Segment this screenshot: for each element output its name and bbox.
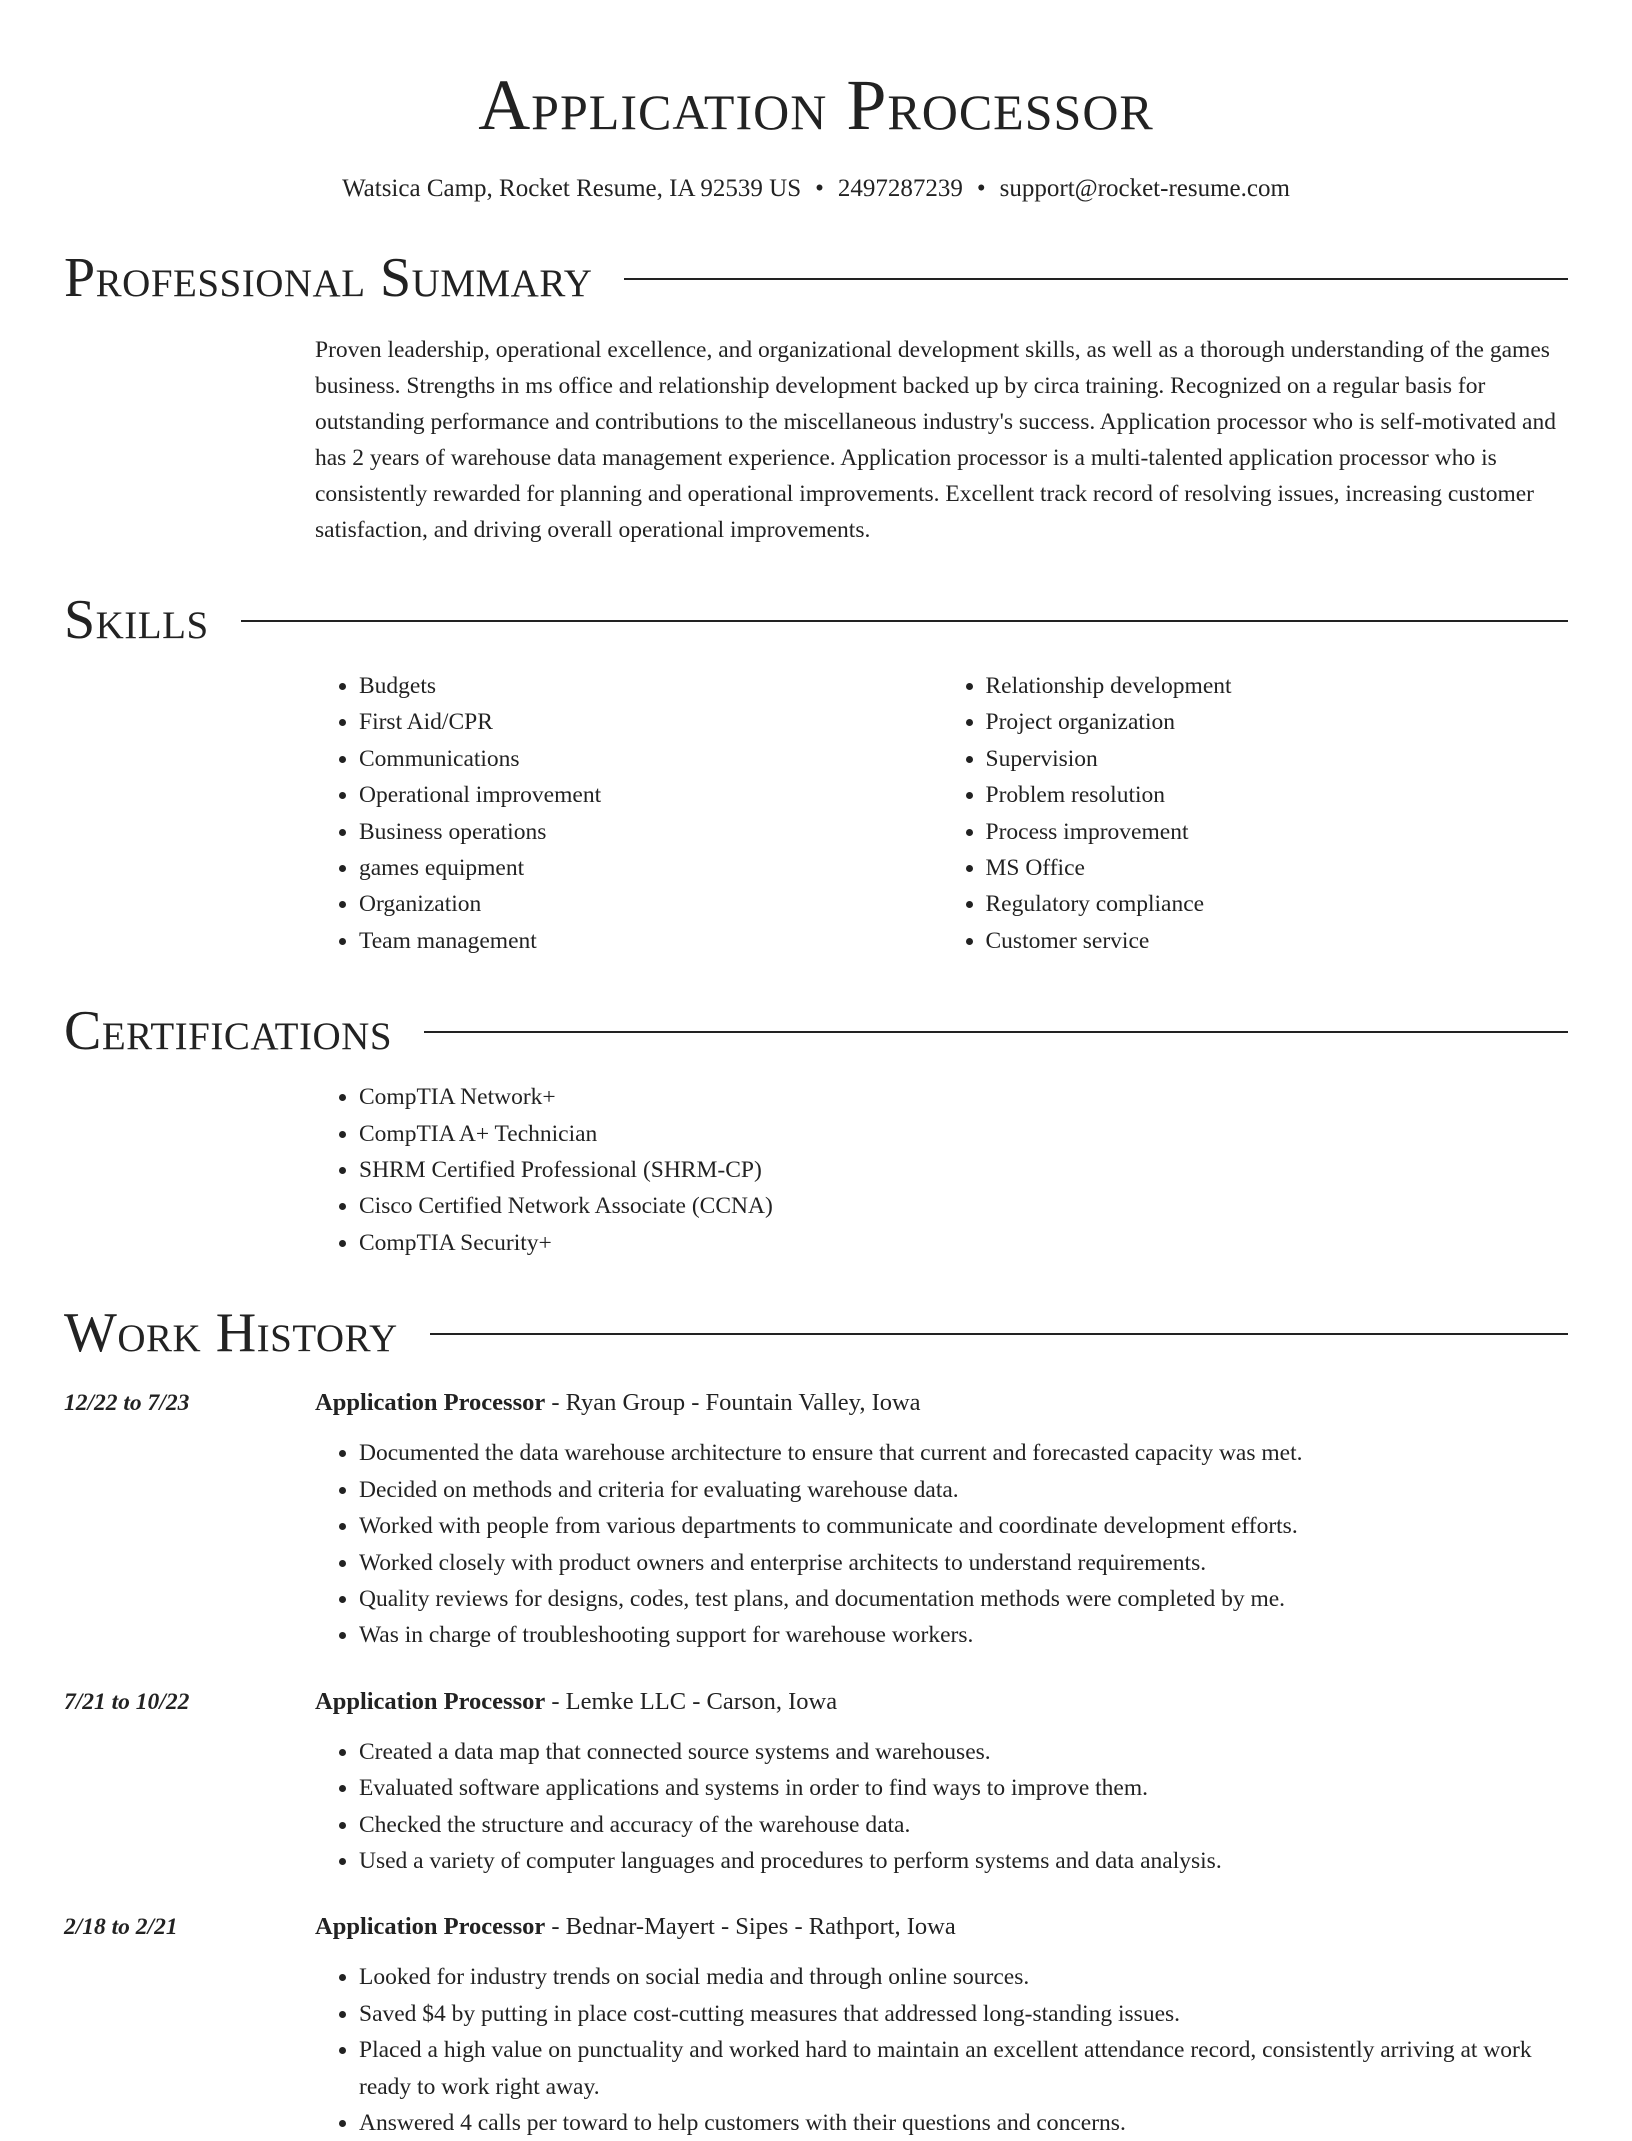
job-bullets	[315, 1435, 1568, 1653]
job-title: Application Processor	[315, 1389, 546, 1417]
job-bullet: • Was in charge of troubleshooting support for warehouse workers.	[359, 1617, 1568, 1653]
skill-item: • Process improvement	[986, 814, 1569, 850]
contact-separator: •	[815, 175, 824, 202]
skill-item: • Regulatory compliance	[986, 886, 1569, 922]
job-company: - Bednar-Mayert - Sipes - Rathport, Iowa	[545, 1913, 956, 1941]
resume-page	[64, 0, 1568, 2141]
skill-item: • MS Office	[986, 850, 1569, 886]
certification-item: • CompTIA Security+	[359, 1225, 1568, 1261]
job-bullets	[315, 1959, 1568, 2141]
section-divider	[241, 620, 1568, 622]
job-bullet: • Used a variety of computer languages and procedures to perform systems and data analysis.	[359, 1843, 1568, 1879]
skill-item: • Communications	[359, 741, 942, 777]
section-divider	[624, 278, 1568, 280]
job-bullet: • Created a data map that connected source systems and warehouses.	[359, 1734, 1568, 1770]
job-entry	[64, 1385, 1568, 1653]
section-divider	[424, 1031, 1568, 1033]
job-details	[315, 1909, 1568, 2141]
skill-item: • Project organization	[986, 704, 1569, 740]
summary-text: Proven leadership, operational excellence, and organizational development skills, as well as a thorough understanding of the games business. Strengths in ms office and relationship development backed up by circa training. Recognized on a regular basis for outstanding performance and contributions to the miscellaneous industry's success. Application processor who is self-motivated and has 2 years of warehouse data management experience. Application processor is a multi-talented application processor who is consistently rewarded for planning and operational improvements. Excellent track record of resolving issues, increasing customer satisfaction, and driving overall operational improvements.	[315, 337, 1556, 543]
job-entry	[64, 1684, 1568, 1880]
summary-heading: Professional Summary	[64, 247, 593, 309]
job-bullet: • Answered 4 calls per toward to help customers with their questions and concerns.	[359, 2105, 1568, 2141]
candidate-name: Application Processor	[478, 65, 1154, 145]
skill-item: • Business operations	[359, 814, 942, 850]
section-divider	[430, 1333, 1568, 1335]
job-details	[315, 1385, 1568, 1653]
certification-item: • SHRM Certified Professional (SHRM-CP)	[359, 1152, 1568, 1188]
skills-list-right	[942, 668, 1569, 959]
job-title-line	[315, 1909, 1568, 1945]
certifications-body	[315, 1079, 1568, 1261]
work-section-header	[64, 1301, 1568, 1365]
job-title: Application Processor	[315, 1913, 546, 1941]
job-bullet: • Looked for industry trends on social media and through online sources.	[359, 1959, 1568, 1995]
job-details	[315, 1684, 1568, 1880]
job-bullet: • Saved $4 by putting in place cost-cutting measures that addressed long-standing issues.	[359, 1996, 1568, 2032]
skill-item: • Problem resolution	[986, 777, 1569, 813]
skill-item: • Relationship development	[986, 668, 1569, 704]
job-bullets	[315, 1734, 1568, 1880]
skill-item: • games equipment	[359, 850, 942, 886]
job-dates: 12/22 to 7/23	[64, 1390, 190, 1417]
skills-list-left	[315, 668, 942, 959]
contact-line	[64, 172, 1568, 206]
certifications-heading: Certifications	[64, 1000, 393, 1063]
skill-item: • First Aid/CPR	[359, 704, 942, 740]
job-company: - Lemke LLC - Carson, Iowa	[545, 1687, 838, 1715]
job-title-line	[315, 1385, 1568, 1421]
contact-phone: 2497287239	[837, 175, 963, 202]
job-bullet: • Documented the data warehouse architecture to ensure that current and forecasted capacity was met.	[359, 1435, 1568, 1471]
certifications-section-header	[64, 999, 1568, 1063]
job-title-line	[315, 1684, 1568, 1720]
skill-item: • Operational improvement	[359, 777, 942, 813]
certification-item: • CompTIA A+ Technician	[359, 1116, 1568, 1152]
job-entry	[64, 1909, 1568, 2141]
certification-item: • CompTIA Network+	[359, 1079, 1568, 1115]
job-bullet: • Decided on methods and criteria for evaluating warehouse data.	[359, 1472, 1568, 1508]
work-heading: Work History	[64, 1302, 398, 1365]
skill-item: • Team management	[359, 923, 942, 959]
skill-item: • Organization	[359, 886, 942, 922]
job-bullet: • Evaluated software applications and systems in order to find ways to improve them.	[359, 1770, 1568, 1806]
job-dates: 2/18 to 2/21	[64, 1914, 178, 1941]
job-bullet: • Placed a high value on punctuality and worked hard to maintain an excellent attendance record, consistently arriving at work ready to work right away.	[359, 2032, 1568, 2105]
job-title: Application Processor	[315, 1687, 546, 1715]
job-bullet: • Worked closely with product owners and enterprise architects to understand requirements.	[359, 1545, 1568, 1581]
certification-item: • Cisco Certified Network Associate (CCNA)	[359, 1188, 1568, 1224]
certifications-list	[315, 1079, 1568, 1261]
summary-section-header	[64, 246, 1568, 310]
contact-separator: •	[976, 175, 986, 202]
skills-grid	[315, 668, 1568, 959]
job-bullet: • Quality reviews for designs, codes, test plans, and documentation methods were completed by me.	[359, 1581, 1568, 1617]
skill-item: • Supervision	[986, 741, 1569, 777]
contact-email[interactable]: support@rocket-resume.com	[999, 175, 1290, 202]
job-company: - Ryan Group - Fountain Valley, Iowa	[545, 1389, 921, 1417]
contact-address: Watsica Camp, Rocket Resume, IA 92539 US	[342, 175, 802, 202]
job-dates: 7/21 to 10/22	[64, 1688, 190, 1715]
job-bullet: • Checked the structure and accuracy of the warehouse data.	[359, 1807, 1568, 1843]
skills-heading: Skills	[64, 589, 209, 651]
skill-item: • Budgets	[359, 668, 942, 704]
skills-section-header	[64, 588, 1568, 652]
job-bullet: • Worked with people from various departments to communicate and coordinate development efforts.	[359, 1508, 1568, 1544]
skill-item: • Customer service	[986, 923, 1569, 959]
